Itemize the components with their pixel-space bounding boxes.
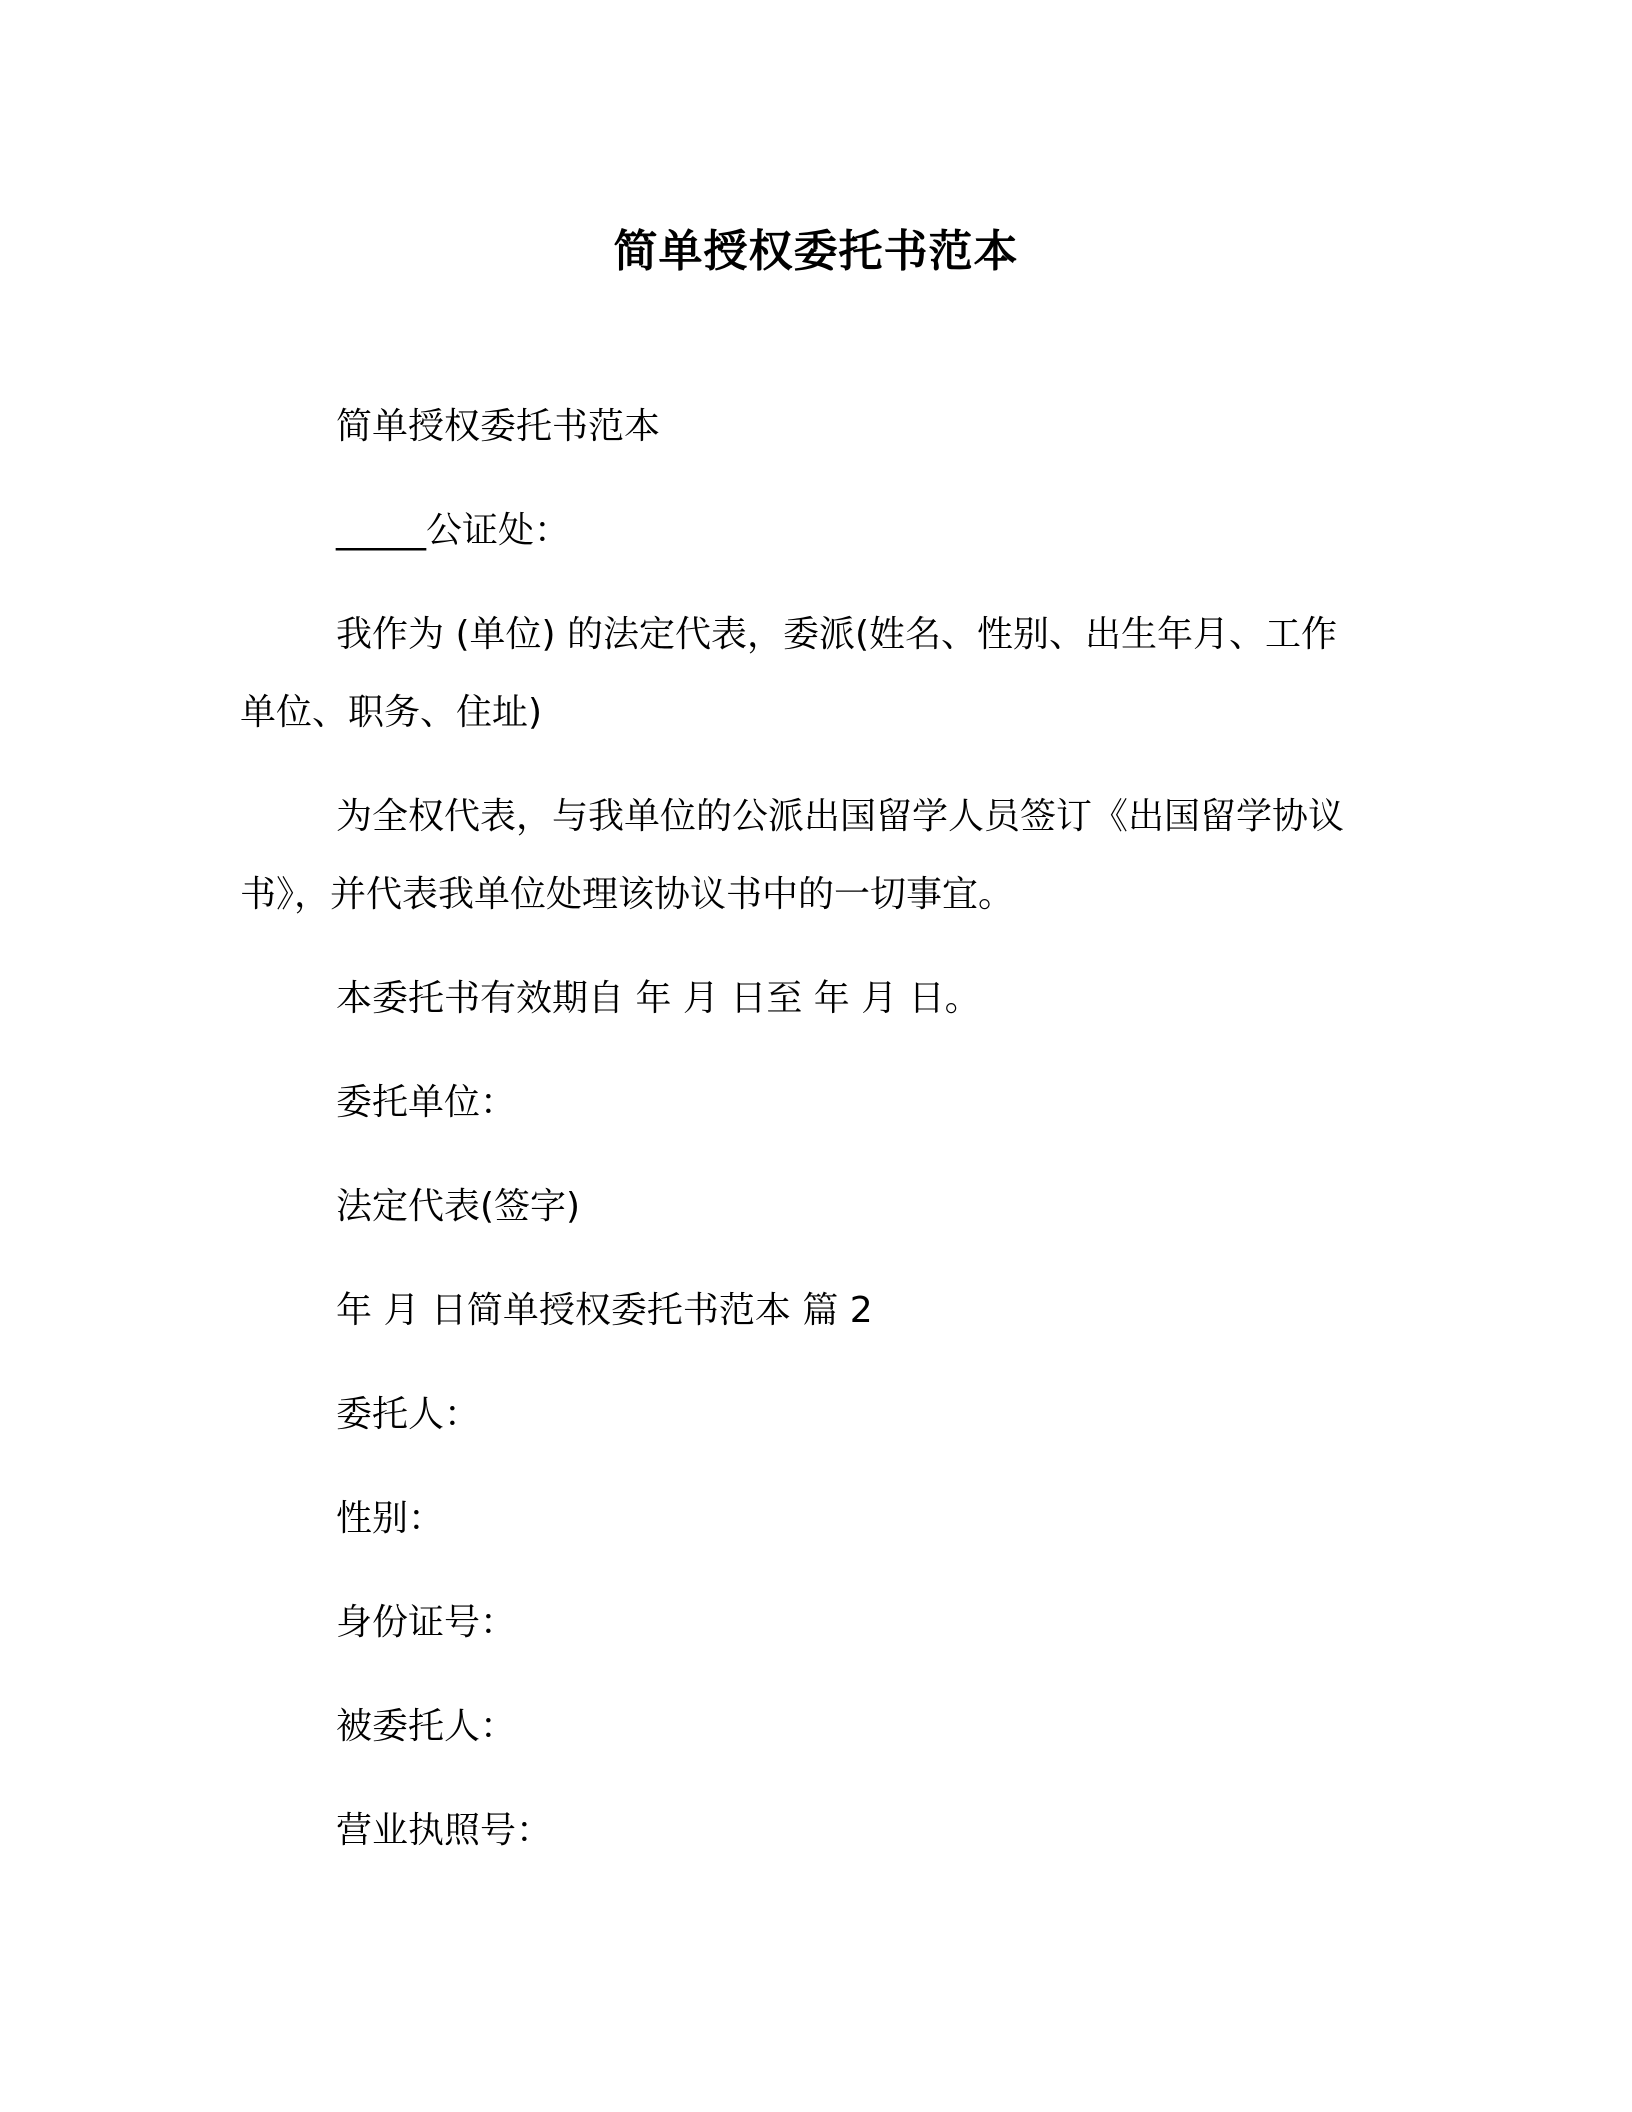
paragraph-validity: 本委托书有效期自 年 月 日至 年 月 日。: [336, 978, 981, 1019]
paragraph-business-license: 营业执照号：: [336, 1810, 553, 1851]
paragraph-heading: 简单授权委托书范本: [336, 406, 661, 447]
paragraph-agent: 被委托人：: [336, 1706, 517, 1747]
paragraph-appointment: 我作为 (单位) 的法定代表，委派(姓名、性别、出生年月、工作单位、职务、住址): [240, 614, 1338, 733]
paragraph-id-number: 身份证号：: [336, 1602, 517, 1643]
paragraph-principal: 委托人：: [336, 1394, 481, 1435]
paragraph-date-section-2: 年 月 日简单授权委托书范本 篇 2: [336, 1290, 873, 1331]
document-title: 简单授权委托书范本: [613, 226, 1019, 277]
paragraph-authority: 为全权代表，与我单位的公派出国留学人员签订《出国留学协议书》，并代表我单位处理该协议书中的一切事宜。: [240, 796, 1345, 915]
paragraph-gender: 性别：: [336, 1498, 445, 1539]
paragraph-legal-rep-signature: 法定代表(签字): [336, 1186, 581, 1227]
document-body: [240, 388, 1370, 1896]
paragraph-notary-office: _____公证处：: [336, 510, 571, 551]
paragraph-entrusting-unit: 委托单位：: [336, 1082, 517, 1123]
